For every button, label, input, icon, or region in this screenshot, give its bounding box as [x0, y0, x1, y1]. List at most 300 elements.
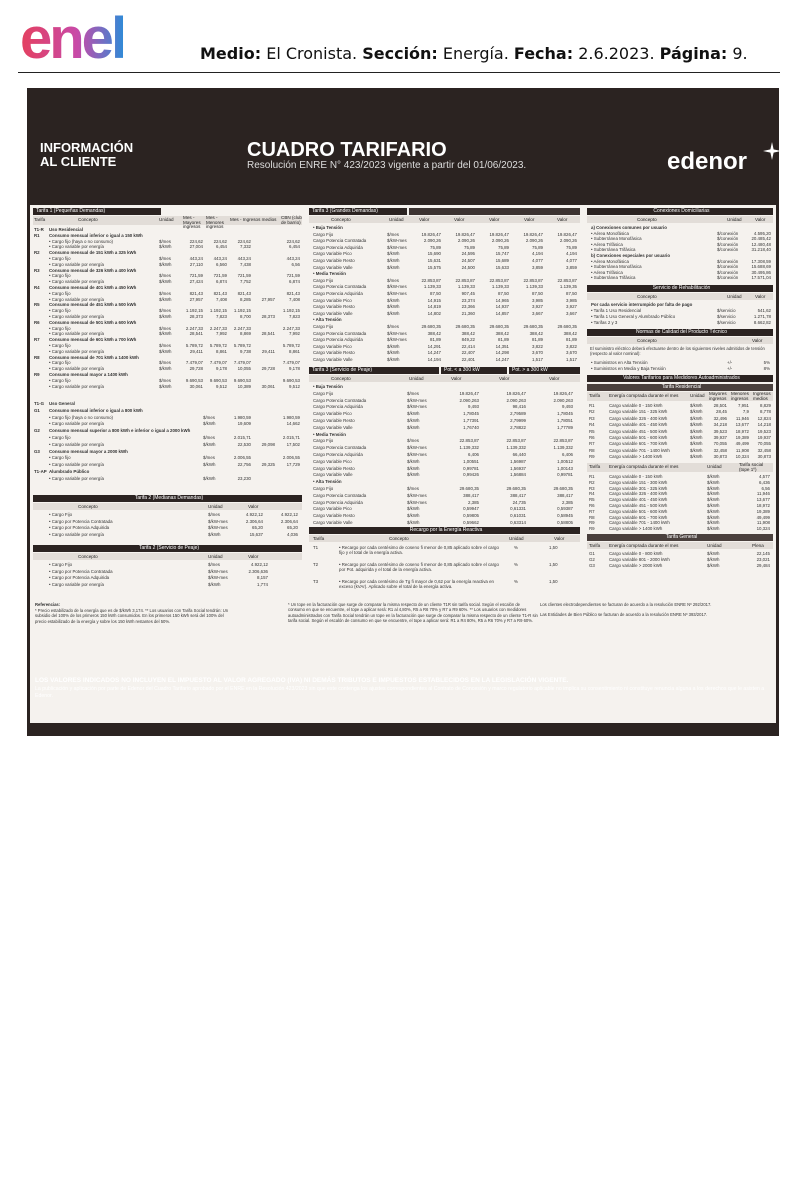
cell-valor-1: 14,291 [427, 343, 441, 349]
cell-valor: 19,389 [756, 508, 770, 514]
cell-valor-5: 3,859 [566, 264, 577, 270]
cell-concepto: • Cargo variable por energía [49, 531, 104, 537]
cell-medios: 32,458 [757, 447, 771, 453]
table-row [309, 350, 580, 355]
calidad-col-concepto: Concepto [637, 338, 657, 343]
edenor-wordmark: edenor [667, 148, 748, 175]
cell-menores: 13,677 [735, 422, 749, 428]
cell-unidad: $/kWh [407, 458, 420, 464]
cell-unidad: $/kWh [387, 357, 400, 362]
cell-concepto: Cargo variable 701 - 1400 kWh [609, 520, 670, 526]
cell-unidad: $/kWh [387, 264, 400, 270]
iva-notice: LOS VALORES INDICADOS NO INCLUYEN EL IMPUESTO AL VALOR AGREGADO (IVA) NI DEMÁS TRIBUTOS E IMPUESTOS ESTABLECIDOS EN LA LEGISLACIÓN VIGENTE. [35, 677, 569, 684]
cell-concepto: Cargo Variable Resto [313, 258, 355, 263]
cell-mayores: 721,59 [189, 273, 203, 279]
cell-valor-1: 1,78045 [463, 411, 479, 417]
col-menores: Mes - Menores ingresos [206, 215, 224, 229]
cell-valor-3: 1,78051 [557, 418, 573, 423]
info-line-1: INFORMACIÓN [40, 140, 134, 155]
cell-medios: 30,873 [757, 454, 771, 460]
cell-concepto: Cargo variable 151 - 325 kWh [609, 409, 668, 415]
cell-valor-3: 1,78045 [557, 411, 573, 417]
cell-medios-1: 7.479,07 [233, 360, 251, 366]
cell-valor-5: 4,194 [566, 251, 577, 257]
cell-valor-1: 22,756 [237, 462, 251, 468]
cell-tarifa: G2 [589, 557, 595, 562]
cell-menores: 443,24 [213, 256, 227, 261]
cell-valor-2: 22.853,87 [455, 277, 475, 283]
cell-medios-1: 9,738 [240, 348, 251, 354]
cell-concepto: • Cargo fijo [49, 308, 71, 314]
cell-valor-2: 2,78822 [510, 424, 526, 430]
table-row [33, 428, 302, 433]
rehab-col-unidad: Unidad [727, 294, 742, 299]
cell-tarifa: R1 [34, 232, 40, 238]
cell-valor: 30.495,86 [751, 269, 771, 275]
cell-tarifa: G1 [589, 551, 595, 556]
cell-concepto: • Cargo variable por energía [49, 348, 104, 354]
cell-unidad: $/kWh [159, 331, 172, 337]
cell-unidad: $/mes [407, 390, 419, 396]
cell-valor-1: 1,76740 [463, 424, 479, 430]
cell-unidad: $/mes [407, 486, 419, 491]
cell-valor-3: 0,99781 [557, 472, 573, 478]
cell-valor-2: 2,79589 [510, 411, 526, 417]
cell-concepto: • Cargo Fijo [49, 562, 73, 567]
medio-value: El Cronista. [266, 44, 358, 63]
col-medios: Mes - Ingresos medios [230, 217, 277, 222]
table-row [33, 239, 302, 244]
cell-valor: 13,677 [756, 497, 770, 503]
edenor-logo [667, 148, 747, 176]
fecha-label: Fecha: [513, 44, 574, 63]
cell-mayores: 224,62 [189, 238, 203, 244]
cell-mayores: 27,004 [189, 244, 203, 250]
table-row [309, 425, 580, 430]
cell-valor-1: 2.306,64 [245, 518, 263, 524]
tarifa-3-subheader [409, 208, 580, 215]
cell-cbn: 443,24 [286, 256, 300, 261]
cell-valor-3: 75,89 [498, 244, 509, 250]
cell-valor-2: 1,56987 [510, 458, 526, 464]
table-row [587, 314, 773, 319]
table-row [309, 500, 580, 505]
cell-valor-1: 15,690 [427, 251, 441, 257]
cell-concepto: • Suministros en Media y Baja Tensión [591, 366, 666, 371]
enel-logo [18, 6, 178, 71]
cell-medios-1: 8,700 [240, 314, 251, 319]
cell-concepto: Cargo Potencia Adquirida [313, 452, 363, 457]
table-row [309, 562, 580, 577]
table-row [309, 472, 580, 477]
cell-menores: 721,59 [213, 273, 227, 279]
cell-valor-2: 19.826,47 [455, 231, 475, 237]
cell-unidad: $/servicio [717, 308, 736, 313]
cell-concepto: • Tarifa 1 Uso Residencial [591, 308, 642, 313]
cell-valor-3: 14,298 [495, 350, 509, 356]
table-row [33, 308, 302, 313]
cell-unidad: $/kWh [387, 297, 400, 303]
aa-col-menores: Menores ingresos [731, 391, 749, 401]
table-row [587, 270, 773, 275]
cell-valor-4: 1,517 [532, 357, 543, 362]
cell-valor-2: 1,56884 [510, 472, 526, 478]
cell-valor-1: 15,637 [249, 531, 263, 537]
cell-valor: 23,021 [756, 557, 770, 562]
col-cbn: CBN (club de barrio) [281, 215, 302, 225]
resolucion-subtitle: Resolución ENRE N° 423/2023 vigente a partir del 01/06/2023. [247, 160, 527, 171]
cell-concepto: Cargo variable 451 - 500 kWh [609, 503, 668, 508]
t3-col-valor-4: Valor [524, 217, 535, 222]
table-row [33, 279, 302, 284]
cell-concepto: Consumo mensual de 701 kWh a 1400 kWh [49, 354, 139, 360]
table-row [587, 231, 773, 236]
t3p-col-mayor: Pot. > a 300 kW [509, 367, 580, 374]
calidad-title: Normas de Calidad del Producto Técnico [587, 329, 773, 336]
cell-unidad: $/kWh [387, 343, 400, 349]
cell-tarifa: T1-G [34, 401, 45, 406]
cell-valor: 6,56 [761, 485, 770, 491]
gen-col-valor: Plena [752, 543, 764, 548]
cell-mayores: 30,873 [713, 454, 727, 460]
tariff-sheet [30, 205, 776, 723]
tarifa-3p-title: Tarifa 3 (Servicio de Peaje) [309, 367, 439, 374]
cell-unidad: $/kWh [707, 563, 720, 568]
cell-valor-5: 19.826,47 [557, 231, 577, 237]
cell-valor: 1,50 [549, 562, 558, 567]
table-row [587, 366, 773, 371]
cell-unidad: $/kWh [707, 526, 720, 532]
cell-concepto: • Aérea Monofásica [591, 230, 629, 236]
cell-medios-1: 10,389 [237, 383, 251, 389]
cell-valor-1: 19,609 [237, 421, 251, 427]
cell-tarifa: R7 [589, 508, 595, 514]
table-row [33, 421, 302, 426]
table-row [309, 344, 580, 349]
pagina-label: Página: [659, 44, 728, 63]
table-row [309, 438, 580, 443]
cell-valor-4: 4,077 [532, 258, 543, 263]
cell-unidad: $/mes [159, 273, 171, 279]
table-row [33, 360, 302, 365]
cell-valor: 15.688,69 [751, 264, 771, 270]
cell-menores: 1.192,15 [209, 308, 227, 314]
cell-valor: 18,972 [756, 503, 770, 508]
table-row [587, 308, 773, 313]
table-row [587, 454, 773, 459]
cell-concepto: Cargo Variable Valle [313, 424, 353, 430]
cell-valor-4: 29.680,35 [523, 324, 543, 329]
cell-concepto: Cargo Fijo [313, 277, 334, 283]
cell-medios-1: 2.247,33 [233, 325, 251, 331]
cell-concepto: Cargo Fijo [313, 324, 334, 329]
cell-tarifa: R2 [589, 479, 595, 485]
table-row [309, 384, 580, 389]
social-header [587, 463, 773, 472]
cell-unidad: $/mes [159, 238, 171, 244]
cuadro-tarifario-title: CUADRO TARIFARIO [247, 139, 447, 161]
newspaper-clipping [27, 88, 779, 736]
reactiva-col-tarifa: Tarifa [313, 536, 325, 541]
table-row [309, 265, 580, 270]
cell-signo: +/- [727, 366, 733, 371]
cell-tarifa: T2 [313, 562, 319, 567]
reactiva-col-concepto: Concepto [389, 536, 409, 541]
conexiones-header [587, 216, 773, 223]
table-row [587, 416, 773, 421]
cell-tarifa: R8 [34, 354, 40, 360]
cell-concepto: Cargo Potencia Contratada [313, 238, 367, 244]
table-row [309, 337, 580, 342]
table-row [309, 479, 580, 484]
cell-valor-3: 81,89 [498, 337, 509, 343]
cell-menores: 8,861 [216, 348, 227, 354]
cell-tarifa: R5 [34, 302, 40, 308]
cell-unidad: $/kWh [159, 279, 172, 285]
cell-unidad: $/kWh [407, 506, 420, 512]
cell-cbn: 6,56 [291, 261, 300, 267]
cell-unidad: $/kW-mes [407, 492, 427, 498]
table-row [309, 291, 580, 296]
table-row [309, 225, 580, 230]
fecha-value: 2.6.2023. [578, 44, 655, 63]
table-row [587, 236, 773, 241]
cell-unidad: $/kWh [707, 491, 720, 497]
rehab-title: Servicio de Rehabilitación [587, 285, 773, 292]
cell-mayores: 30,061 [189, 383, 203, 389]
cell-valor-2: 0,63314 [510, 520, 526, 525]
cell-valor-3: 17,502 [286, 441, 300, 447]
cell-valor-3: 19.826,47 [553, 390, 573, 396]
table-row [587, 441, 773, 446]
cell-unidad: $/kW-mes [208, 575, 228, 580]
t3p-col-concepto: Concepto [331, 376, 351, 381]
cell-concepto: • Cargo variable por energía [49, 421, 104, 427]
cell-concepto: Cargo Potencia Contratada [313, 492, 367, 498]
table-row [33, 476, 302, 481]
cell-concepto: Cargo Potencia Adquirida [313, 404, 363, 410]
cell-medios: 12,824 [757, 415, 771, 421]
cell-valor-3: 388,42 [495, 330, 509, 336]
cell-valor-2: 23,374 [461, 297, 475, 303]
cell-valor-3: 19.826,47 [489, 231, 509, 237]
cell-medios-1: 8,869 [240, 331, 251, 337]
table-row [309, 245, 580, 250]
cell-concepto: Cargo variable 601 - 700 kWh [609, 441, 668, 447]
cell-menores: 7,823 [216, 314, 227, 319]
cell-medios-1: 9.690,53 [233, 377, 251, 383]
reactiva-col-valor: Valor [554, 536, 565, 541]
cell-concepto: Por cada servicio interrumpido por falta de pago [591, 302, 693, 307]
cell-valor-1: 22,530 [237, 441, 251, 447]
cell-valor-4: 87,50 [532, 291, 543, 296]
cell-medios-1: 7,332 [240, 244, 251, 250]
cell-unidad: $/kW-mes [407, 499, 427, 505]
t3p-col-valor-2: Valor [499, 376, 510, 381]
table-row [309, 278, 580, 283]
tarifa-2-header [33, 503, 302, 510]
cell-tarifa: R4 [589, 491, 595, 497]
cell-valor-1: 65,20 [252, 525, 263, 530]
cell-valor-2: 29,098 [261, 441, 275, 447]
cell-mayores: 27,424 [189, 279, 203, 285]
cell-cbn: 821,43 [286, 290, 300, 296]
t3-col-concepto: Concepto [331, 217, 351, 222]
cell-unidad: $/kWh [387, 258, 400, 263]
cell-concepto: Cargo variable 326 - 400 kWh [609, 491, 668, 497]
cell-medios-1: 224,62 [237, 238, 251, 244]
table-row [309, 331, 580, 336]
cell-valor-5: 81,89 [566, 337, 577, 343]
cell-valor-5: 3,927 [566, 304, 577, 310]
cell-concepto: Cargo Potencia Contratada [313, 397, 367, 403]
cell-cbn: 7.479,07 [282, 360, 300, 366]
table-row [309, 418, 580, 423]
cell-unidad: $/servicio [717, 314, 736, 319]
cell-valor: 11,908 [756, 520, 770, 526]
cell-concepto: Cargo variable 0 - 800 kWh [609, 551, 663, 556]
cell-unidad: $/mes [203, 435, 215, 440]
cell-concepto: Cargo variable 401 - 450 kWh [609, 422, 668, 428]
cell-menores: 6,454 [216, 244, 227, 250]
table-row [587, 264, 773, 269]
cell-unidad: $/kW-mes [387, 244, 407, 250]
cell-concepto: • Aérea Trifásica [591, 269, 623, 275]
table-row [33, 378, 302, 383]
cell-tarifa: G3 [589, 563, 595, 568]
cell-unidad: $/conexión [717, 269, 739, 275]
table-row [33, 331, 302, 336]
cell-concepto: Consumo mensual de 451 kWh a 500 kWh [49, 302, 137, 308]
cell-cbn: 9,512 [289, 383, 300, 389]
cell-valor: 8,157 [257, 575, 268, 580]
table-row [33, 256, 302, 261]
cell-tarifa: R2 [34, 250, 40, 256]
cell-concepto: • Cargo variable por energía [49, 279, 104, 285]
ad-header [27, 88, 779, 204]
t3-col-unidad: Unidad [389, 217, 404, 222]
cell-concepto: Cargo variable > 1400 kWh [609, 454, 663, 460]
table-row [309, 398, 580, 403]
cell-valor-1: 14,802 [427, 310, 441, 316]
cell-unidad: $/kWh [407, 520, 420, 525]
cell-concepto: • Cargo variable por energía [49, 314, 104, 319]
table-row [309, 271, 580, 276]
cell-unidad: $/kWh [707, 503, 720, 508]
table-row [587, 486, 773, 491]
cell-concepto: Cargo variable 301 - 325 kWh [609, 485, 668, 491]
cell-tarifa: T1 [313, 545, 319, 550]
t3-col-valor-5: Valor [557, 217, 568, 222]
cell-valor-1: 22.853,87 [459, 438, 479, 444]
table-row [33, 227, 302, 232]
cell-valor-2: 22.853,87 [506, 438, 526, 444]
cell-medios-1: 8,285 [240, 296, 251, 302]
cell-valor-1: 1.139,33 [423, 284, 441, 290]
table-row [587, 497, 773, 502]
cell-valor-2: 0,61331 [510, 506, 526, 512]
table-row [309, 258, 580, 263]
rehab-col-concepto: Concepto [637, 294, 657, 299]
cell-menores: 7,408 [216, 296, 227, 302]
t3p-col-unidad: Unidad [409, 376, 424, 381]
cell-valor-5: 22.853,87 [557, 277, 577, 283]
cell-concepto: • Cargo variable por energía [49, 261, 104, 267]
cell-unidad: $/kWh [159, 244, 172, 250]
cell-valor-1: 29.680,35 [421, 324, 441, 329]
reactiva-header [309, 535, 580, 542]
cell-concepto: • Cargo variable por energía [49, 331, 104, 337]
cell-unidad: $/kWh [387, 350, 400, 356]
cell-mayores: 28,373 [189, 314, 203, 319]
col-unidad: Unidad [159, 217, 174, 222]
table-row [587, 247, 773, 252]
cell-valor-2: 98,416 [512, 404, 526, 410]
cell-valor-2: 23,366 [461, 304, 475, 310]
cell-valor-2: 19.826,47 [506, 390, 526, 396]
seccion-value: Energía. [442, 44, 509, 63]
col-tarifa: Tarifa [34, 217, 46, 222]
conex-col-valor: Valor [755, 217, 766, 222]
cell-valor-2: 29,325 [261, 462, 275, 468]
cell-unidad: $/kWh [203, 475, 216, 481]
cell-valor-5: 3,985 [566, 297, 577, 303]
pagina-value: 9. [732, 44, 748, 63]
cell-concepto: • Cargo fijo (haya o no consumo) [49, 414, 114, 420]
cell-unidad: $/kWh [707, 485, 720, 491]
t2-col-valor: Valor [248, 504, 259, 509]
cell-cbn: 9,178 [289, 366, 300, 372]
cell-unidad: $/kW-mes [387, 291, 407, 296]
cell-unidad: $/kWh [690, 409, 703, 415]
cell-valor-5: 3,667 [566, 310, 577, 316]
cell-concepto: • Media Tensión [313, 271, 346, 277]
cell-concepto: • Cargo variable por energía [49, 244, 104, 250]
cell-concepto: Cargo Variable Pico [313, 411, 352, 417]
cell-tarifa: G1 [34, 407, 40, 413]
tarifa-1-header [33, 215, 302, 229]
table-row [33, 525, 302, 530]
cell-valor-4: 19.826,47 [523, 231, 543, 237]
cell-unidad: $/mes [159, 308, 171, 314]
cell-concepto: • Cargo por Potencia Contratada [49, 518, 113, 524]
cell-concepto: • Recargo por cada centésimo de coseno fi menor de 0,85 aplicado sobre el cargo fijo y el total de la energía activa. [339, 545, 499, 556]
cell-valor-2: 22,407 [461, 350, 475, 356]
cell-unidad: $/kWh [707, 551, 720, 556]
cell-valor-2: 2.090,263 [506, 397, 526, 403]
cell-concepto: Cargo variable 801 - 2000 kWh [609, 557, 670, 562]
cell-valor-1: 0,99426 [463, 472, 479, 478]
seccion-label: Sección: [362, 44, 438, 63]
cell-valor: 22,145 [756, 551, 770, 556]
cell-unidad: $/kWh [387, 304, 400, 310]
cell-valor: 1,50 [549, 579, 558, 584]
cell-unidad: $/kWh [707, 557, 720, 562]
cell-valor: 1,50 [549, 545, 558, 550]
cell-menores: 9,178 [216, 366, 227, 372]
cell-unidad: $/mes [387, 324, 399, 329]
cell-concepto: Consumo mensual inferior o igual a 800 kWh [49, 407, 143, 413]
t3p-col-menor: Pot. < a 300 kW [441, 367, 507, 374]
cell-valor-1: 75,89 [430, 244, 441, 250]
cell-unidad: $/kW-mes [407, 404, 427, 410]
table-row [309, 232, 580, 237]
cell-concepto: Cargo variable 701 - 1400 kWh [609, 447, 670, 453]
aa-col-medios: Ingresos medios [753, 391, 771, 401]
cell-unidad: $/kWh [159, 348, 172, 354]
cell-valor: 4.922,12 [250, 562, 268, 567]
cell-unidad: $/kWh [159, 383, 172, 389]
